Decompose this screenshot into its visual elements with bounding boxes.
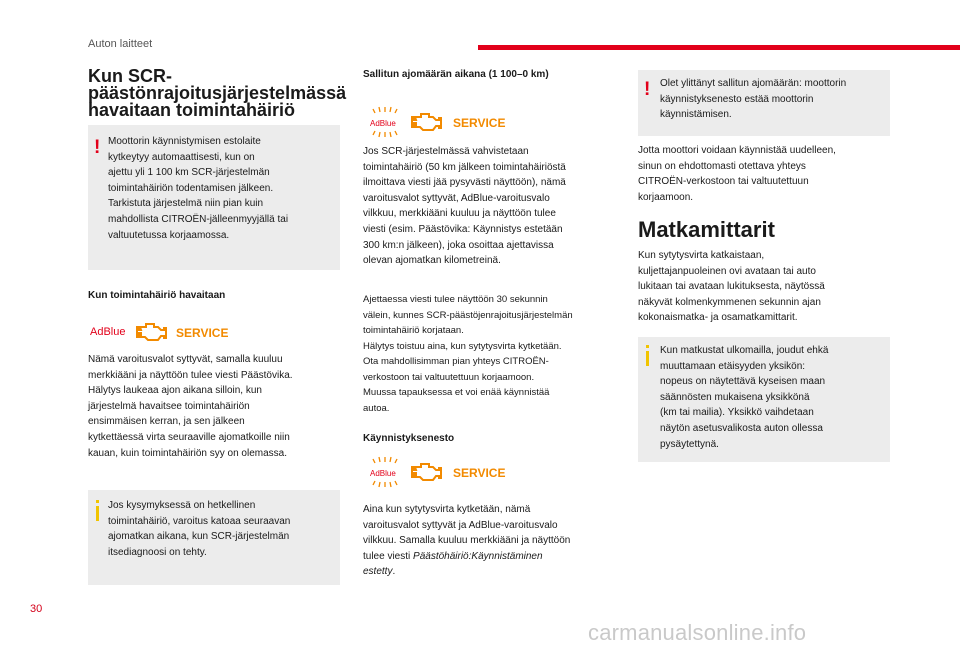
info-icon — [646, 351, 649, 366]
text-line: Kun sytytysvirta katkaistaan, — [638, 250, 765, 261]
engine-icon — [412, 464, 441, 480]
col1-title — [88, 68, 348, 119]
text-line: Hälytys toistuu aina, kun sytytysvirta kytketään. — [363, 340, 562, 352]
text-line: järjestelmä havaitsee toimintahäiriön — [88, 400, 250, 412]
text-line: merkkiääni ja näyttöön tulee viesti Päästövika. — [88, 369, 293, 381]
warning-lamps — [88, 317, 228, 349]
text-line: Nämä varoitusvalot syttyvät, samalla kuuluu — [88, 354, 283, 365]
text-line: Aina kun sytytysvirta kytketään, nämä — [363, 504, 531, 515]
title-line: Kun SCR- — [88, 66, 172, 86]
text-line: Jotta moottori voidaan käynnistää uudelleen, — [638, 145, 836, 156]
message-text: estetty — [363, 566, 393, 578]
text-line: Moottorin käynnistymisen estolaite — [108, 136, 261, 147]
text-line: pysäytettynä. — [660, 438, 719, 450]
text-line: Muussa tapauksessa et voi enää käynnistää — [363, 387, 550, 398]
text-line: säännösten mukaisena yksikkönä — [660, 391, 810, 403]
text-line: itsediagnoosi on tehty. — [108, 546, 207, 558]
info-box — [88, 490, 340, 585]
body-paragraph — [363, 502, 625, 580]
text-line: Hälytys laukeaa ajon aikana silloin, kun — [88, 385, 262, 397]
warning-lamps — [363, 455, 513, 491]
warning-box — [88, 125, 340, 270]
header-rule — [478, 45, 960, 50]
title-line: havaitaan toimintahäiriö — [88, 100, 296, 120]
text-line: varoitusvalot syttyvät, AdBlue-varoitusvalo — [363, 192, 550, 204]
subheading: Käynnistyksenesto — [363, 433, 455, 444]
text-line: varoitusvalot syttyvät ja AdBlue-varoitusvalo — [363, 519, 558, 531]
section-title — [638, 217, 775, 243]
warning-text — [108, 134, 338, 243]
text-line: ajettu yli 1 100 km SCR-järjestelmän — [108, 167, 270, 179]
warning-icon: ! — [644, 79, 651, 100]
info-box — [638, 337, 890, 462]
warning-icon: ! — [94, 137, 101, 158]
text-line: mahdollista CITROËN-jälleenmyyjällä tai — [108, 213, 289, 225]
adblue-label: AdBlue — [90, 326, 126, 338]
text-line: välein, kunnes SCR-päästöjenrajoitusjärjestelmän — [363, 309, 573, 321]
subheading: Sallitun ajomäärän aikana (1 100–0 km) — [363, 69, 549, 80]
text-line: ilmoittava viesti jää pysyvästi näyttöön), nämä — [363, 177, 566, 189]
text-line: Ajettaessa viesti tulee näyttöön 30 sekunnin — [363, 294, 548, 305]
warning-lamps — [363, 105, 513, 141]
text-line: lukitaan tai avataan lukituksesta, näytössä — [638, 281, 825, 293]
watermark: carmanualsonline.info — [588, 620, 807, 645]
body-paragraph — [363, 292, 625, 416]
service-icon: SERVICE — [453, 116, 506, 130]
warning-box — [638, 70, 890, 136]
text-line: Jos SCR-järjestelmässä vahvistetaan — [363, 146, 529, 157]
text-line: 300 km:n jälkeen), joka osoittaa ajettavissa — [363, 239, 554, 251]
engine-icon — [137, 324, 166, 340]
text-line: käynnistämisen. — [660, 109, 732, 121]
text-line: valtuutetussa korjaamossa. — [108, 229, 230, 241]
text-line: ensimmäisen kerran, ja sen jälkeen — [88, 416, 245, 428]
text-line: kytkettäessä virta seuraaville ajomatkoille niin — [88, 431, 290, 443]
warning-text — [660, 76, 890, 123]
text-line: verkostoon tai valtuutettuun korjaamoon. — [363, 371, 535, 383]
text-line: (km tai mailia). Yksikkö vaihdetaan — [660, 407, 814, 419]
body-paragraph — [638, 248, 900, 326]
message-text: Päästöhäiriö:Käynnistäminen — [413, 550, 543, 562]
text-line: vilkkuu, merkkiääni kuuluu ja näyttöön tulee — [363, 208, 556, 220]
text-line: toimintahäiriö, varoitus katoaa seuraavan — [108, 515, 291, 527]
text-line: vilkkuu. Samalla kuuluu merkkiääni ja näyttöön — [363, 535, 571, 547]
info-text — [660, 343, 888, 452]
service-icon: SERVICE — [176, 326, 228, 340]
adblue-label: AdBlue — [370, 119, 396, 128]
info-text — [108, 498, 338, 560]
body-paragraph — [88, 352, 343, 461]
text-line: sinun on ehdottomasti otettava yhteys — [638, 160, 806, 172]
text-line: Olet ylittänyt sallitun ajomäärän: moottorin — [660, 78, 847, 89]
text-line: olevan ajomatkan kilometreinä. — [363, 255, 501, 267]
engine-icon — [412, 114, 441, 130]
text-line: toimintahäiriö (50 km jälkeen toimintahäiriöstä — [363, 161, 566, 173]
body-paragraph — [638, 143, 898, 205]
section-title-text: Matkamittarit — [638, 217, 775, 242]
info-icon — [96, 506, 99, 521]
text-line: Ota mahdollisimman pian yhteys CITROËN- — [363, 356, 549, 367]
text-line: kauan, kuin toimintahäiriön syy on olemassa. — [88, 447, 287, 459]
text-line: Tarkistuta järjestelmä niin pian kuin — [108, 198, 264, 210]
adblue-label: AdBlue — [370, 469, 396, 478]
page-number: 30 — [30, 603, 43, 615]
text-line: korjaamoon. — [638, 191, 694, 203]
text-line: viesti (esim. Päästövika: Käynnistys estetään — [363, 223, 563, 235]
text-line: ajomatkan aikana, kun SCR-järjestelmän — [108, 531, 290, 543]
text-line: käynnistyksenesto estää moottorin — [660, 93, 814, 105]
subheading: Kun toimintahäiriö havaitaan — [88, 290, 226, 301]
text-line: nopeus on näytettävä kyseisen maan — [660, 376, 826, 388]
text-line: kytkeytyy automaattisesti, kun on — [108, 151, 255, 163]
text-line: tulee viesti — [363, 550, 411, 562]
text-line: toimintahäiriö korjataan. — [363, 325, 464, 336]
text-line: näkyvät kolmenkymmenen sekunnin ajan — [638, 296, 821, 308]
text-line: toimintahäiriön todentamisen jälkeen. — [108, 182, 274, 194]
section-label: Auton laitteet — [88, 38, 153, 50]
text-line: CITROËN-verkostoon tai valtuutettuun — [638, 176, 809, 188]
service-icon: SERVICE — [453, 466, 506, 480]
text-line: . — [392, 566, 396, 578]
text-line: autoa. — [363, 402, 390, 414]
text-line: kuljettajanpuoleinen ovi avataan tai auto — [638, 265, 816, 277]
text-line: Kun matkustat ulkomailla, joudut ehkä — [660, 345, 829, 356]
adblue-icon — [90, 326, 125, 338]
title-line: päästönrajoitusjärjestelmässä — [88, 83, 347, 103]
text-line: näytön asetusvalikosta auton ollessa — [660, 422, 823, 434]
text-line: muuttamaan etäisyyden yksikön: — [660, 360, 806, 372]
body-paragraph — [363, 144, 623, 269]
text-line: kokonaismatka- ja osamatkamittarit. — [638, 312, 798, 324]
text-line: Jos kysymyksessä on hetkellinen — [108, 500, 256, 511]
